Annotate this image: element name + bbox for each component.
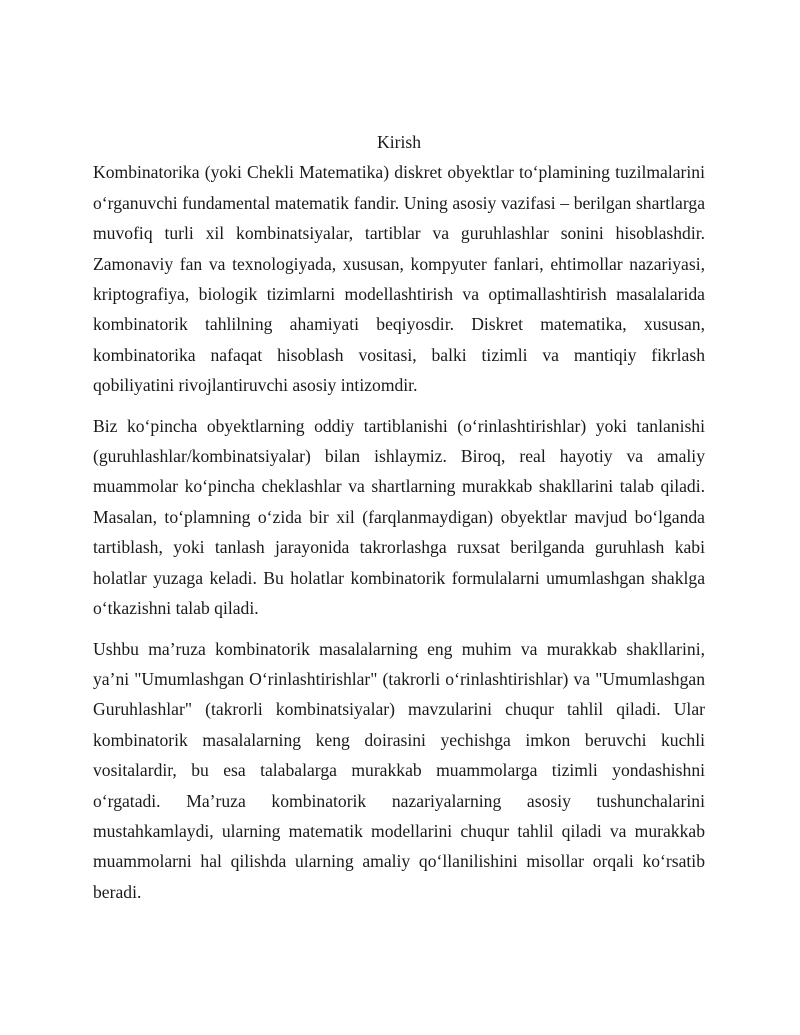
paragraph-lecture: Ushbu ma’ruza kombinatorik masalalarning eng muhim va murakkab shakllarini, ya’ni "Umumlashgan O‘rinlashtirishlar" (takrorli o‘rinlashtirishlar) va "Umumlashgan Guruhlashlar" (takrorli kombinatsiyalar) mavzularini chuqur tahlil qiladi. Ular kombinatorik masalalarning keng doirasini yechishga imkon beruvchi kuchli vositalardir, bu esa talabalarga murakkab muammolarga tizimli yondashishni o‘rgatadi. Ma’ruza kombinatorik nazariyalarning asosiy tushunchalarini mustahkamlaydi, ularning matematik modellarini chuqur tahlil qiladi va murakkab muammolarni hal qilishda ularning amaliy qo‘llanilishini misollar orqali ko‘rsatib beradi. bbox=[93, 638, 705, 902]
document-page bbox=[93, 127, 705, 917]
section-title: Kirish bbox=[377, 132, 421, 152]
paragraph-intro: Kombinatorika (yoki Chekli Matematika) diskret obyektlar to‘plamining tuzilmalarini o‘rganuvchi fundamental matematik fandir. Uning asosiy vazifasi – berilgan shartlarga muvofiq turli xil kombinatsiyalar, tartiblar va guruhlashlar sonini hisoblashdir. Zamonaviy fan va texnologiyada, xususan, kompyuter fanlari, ehtimollar nazariyasi, kriptografiya, biologik tizimlarni modellashtirish va optimallashtirish masalalarida kombinatorik tahlilning ahamiyati beqiyosdir. Diskret matematika, xususan, kombinatorika nafaqat hisoblash vositasi, balki tizimli va mantiqiy fikrlash qobiliyatini rivojlantiruvchi asosiy intizomdir. bbox=[93, 162, 705, 396]
paragraph-problems: Biz ko‘pincha obyektlarning oddiy tartiblanishi (o‘rinlashtirishlar) yoki tanlanishi (guruhlashlar/kombinatsiyalar) bilan ishlaymiz. Biroq, real hayotiy va amaliy muammolar ko‘pincha cheklashlar va shartlarning murakkab shakllarini talab qiladi. Masalan, to‘plamning o‘zida bir xil (farqlanmaydigan) obyektlar mavjud bo‘lganda tartiblash, yoki tanlash jarayonida takrorlashga ruxsat berilganda guruhlash kabi holatlar yuzaga keladi. Bu holatlar kombinatorik formulalarni umumlashgan shaklga o‘tkazishni talab qiladi. bbox=[93, 415, 705, 619]
